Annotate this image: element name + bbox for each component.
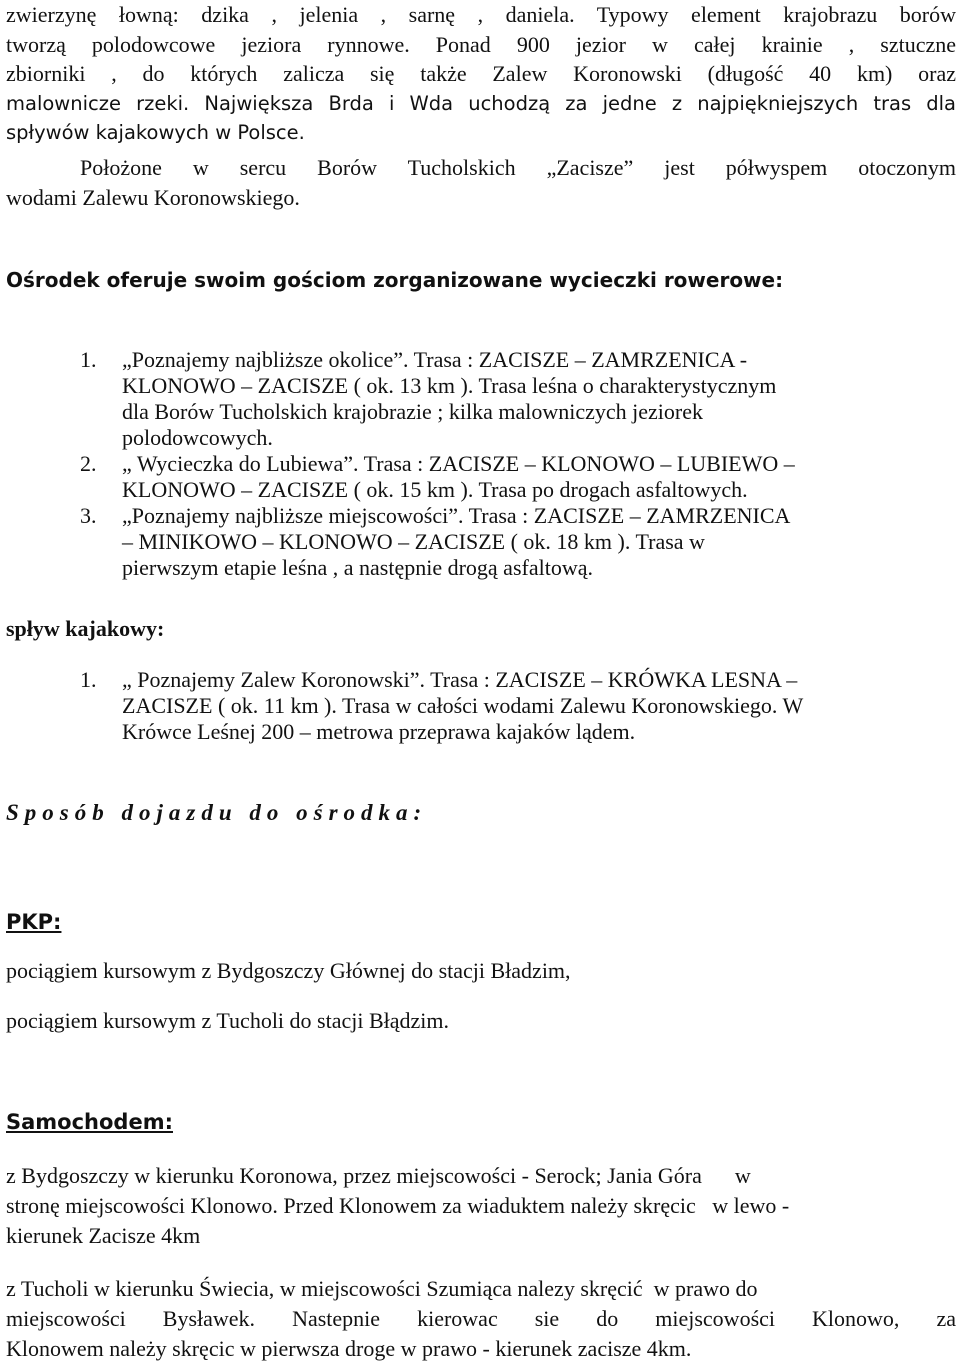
- pkp-line: pociągiem kursowym z Bydgoszczy Głównej do stacji Bładzim,: [6, 958, 571, 983]
- text-line: „ Wycieczka do Lubiewa”. Trasa : ZACISZE – KLONOWO – LUBIEWO –: [122, 451, 795, 476]
- pkp-heading: PKP:: [6, 910, 62, 934]
- car-paragraph-2: [6, 1274, 956, 1364]
- text-line: zwierzynę łowną: dzika , jelenia , sarnę , daniela. Typowy element krajobrazu borów: [6, 2, 956, 27]
- list-number: 2.: [80, 451, 97, 476]
- text-line: miejscowości Bysławek. Nastepnie kierowac sie do miejscowości Klonowo, za: [6, 1306, 956, 1331]
- car-heading: Samochodem:: [6, 1110, 173, 1134]
- text-line: „Poznajemy najbliższe okolice”. Trasa : ZACISZE – ZAMRZENICA -: [122, 347, 748, 372]
- bike-trips-heading: Ośrodek oferuje swoim gościom zorganizowane wycieczki rowerowe:: [6, 268, 784, 292]
- text-line: z Bydgoszczy w kierunku Koronowa, przez miejscowości - Serock; Jania Góra w: [6, 1163, 751, 1188]
- text-line: zbiorniki , do których zalicza się także Zalew Koronowski (długość 40 km) oraz: [6, 61, 956, 86]
- list-number: 1.: [80, 667, 97, 692]
- text-line: tworzą polodowcowe jeziora rynnowe. Ponad 900 jezior w całej krainie , sztuczne: [6, 31, 956, 57]
- list-item: [80, 667, 960, 745]
- text-line: KLONOWO – ZACISZE ( ok. 15 km ). Trasa po drogach asfaltowych.: [122, 477, 748, 502]
- kayak-heading: spływ kajakowy:: [6, 616, 165, 641]
- text-line: „Poznajemy najbliższe miejscowości”. Trasa : ZACISZE – ZAMRZENICA: [122, 503, 791, 528]
- text-line: ZACISZE ( ok. 11 km ). Trasa w całości wodami Zalewu Koronowskiego. W: [122, 693, 804, 718]
- access-heading: Sposób dojazdu do ośrodka:: [6, 800, 428, 825]
- zacisze-paragraph: [6, 153, 956, 212]
- text-line: Klonowem należy skręcic w pierwsza droge w prawo - kierunek zacisze 4km.: [6, 1336, 692, 1361]
- car-paragraph-1: [6, 1161, 956, 1251]
- text-line: Położone w sercu Borów Tucholskich „Zacisze” jest półwyspem otoczonym: [80, 155, 956, 180]
- list-number: 1.: [80, 347, 97, 372]
- text-line: spływów kajakowych w Polsce.: [6, 121, 305, 144]
- pkp-line: pociągiem kursowym z Tucholi do stacji Błądzim.: [6, 1008, 450, 1033]
- text-line: wodami Zalewu Koronowskiego.: [6, 184, 300, 210]
- text-line: dla Borów Tucholskich krajobrazie ; kilka malowniczych jeziorek: [122, 399, 704, 424]
- text-line: malownicze rzeki. Największa Brda i Wda uchodzą za jedne z najpiękniejszych tras dla: [6, 91, 956, 115]
- bike-trips-list: [80, 347, 960, 581]
- text-line: kierunek Zacisze 4km: [6, 1223, 201, 1248]
- text-line: pierwszym etapie leśna , a następnie drogą asfaltową.: [122, 555, 593, 580]
- list-item: [80, 347, 960, 451]
- text-line: „ Poznajemy Zalew Koronowski”. Trasa : ZACISZE – KRÓWKA LESNA –: [122, 667, 798, 692]
- text-line: z Tucholi w kierunku Świecia, w miejscowości Szumiąca nalezy skręcić w prawo do: [6, 1276, 758, 1301]
- list-item: [80, 451, 960, 503]
- text-line: KLONOWO – ZACISZE ( ok. 13 km ). Trasa leśna o charakterystycznym: [122, 373, 777, 398]
- text-line: stronę miejscowości Klonowo. Przed Klonowem za wiaduktem należy skręcic w lewo -: [6, 1193, 790, 1218]
- text-line: polodowcowych.: [122, 425, 273, 450]
- intro-paragraph: [6, 0, 956, 148]
- text-line: – MINIKOWO – KLONOWO – ZACISZE ( ok. 18 km ). Trasa w: [122, 529, 705, 554]
- list-item: [80, 503, 960, 581]
- kayak-trips-list: [80, 667, 960, 745]
- list-number: 3.: [80, 503, 97, 528]
- text-line: Krówce Leśnej 200 – metrowa przeprawa kajaków lądem.: [122, 719, 636, 744]
